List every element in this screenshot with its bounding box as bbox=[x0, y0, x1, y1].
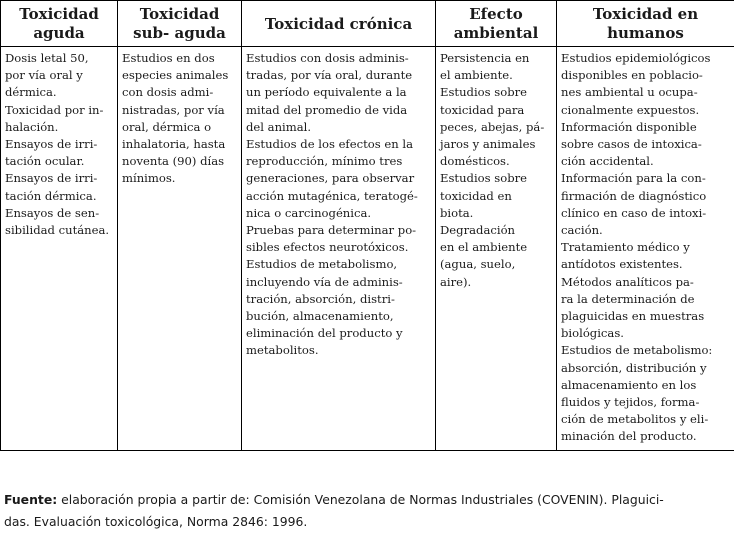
cell-line: Estudios epidemiológicos bbox=[561, 51, 711, 65]
body-row bbox=[1, 47, 734, 451]
cell-line: Persistencia en bbox=[440, 51, 530, 65]
cell-line: inhalatoria, hasta bbox=[122, 137, 226, 152]
cell-line: firmación de diagnóstico bbox=[561, 188, 707, 203]
header-row bbox=[1, 1, 734, 47]
cell-line: Ensayos de irri- bbox=[5, 171, 98, 186]
cell-line: nistradas, por vía bbox=[122, 102, 225, 117]
header-line: humanos bbox=[607, 24, 684, 42]
cell-line: Dosis letal 50, bbox=[5, 51, 89, 65]
header-efecto-ambiental bbox=[436, 1, 557, 47]
cell-line: un período equivalente a la bbox=[246, 85, 407, 100]
cell-line: disponibles en poblacio- bbox=[561, 68, 703, 83]
header-line: Efecto bbox=[469, 5, 523, 23]
cell-toxicidad-cronica bbox=[242, 47, 436, 451]
cell-line: nica o carcinogénica. bbox=[246, 205, 372, 220]
cell-line: (agua, suelo, bbox=[440, 257, 516, 272]
cell-line: Degradación bbox=[440, 223, 516, 238]
cell-line: ción de metabolitos y eli- bbox=[561, 412, 709, 427]
cell-line: eliminación del producto y bbox=[246, 326, 403, 341]
cell-line: Información para la con- bbox=[561, 171, 706, 186]
cell-line: generaciones, para observar bbox=[246, 171, 415, 186]
source-line-2: das. Evaluación toxicológica, Norma 2846: 1996. bbox=[4, 514, 308, 529]
cell-line: biota. bbox=[440, 205, 474, 220]
cell-line: Ensayos de irri- bbox=[5, 137, 98, 152]
cell-line: dérmica. bbox=[5, 85, 57, 100]
cell-line: en el ambiente bbox=[440, 240, 528, 255]
cell-line: incluyendo vía de adminis- bbox=[246, 274, 403, 289]
cell-line: Estudios de los efectos en la bbox=[246, 137, 413, 152]
cell-line: Información disponible bbox=[561, 119, 697, 134]
cell-line: mitad del promedio de vida bbox=[246, 102, 408, 117]
header-toxicidad-cronica bbox=[242, 1, 436, 47]
cell-line: Estudios con dosis adminis- bbox=[246, 51, 409, 65]
header-line: Toxicidad sub- bbox=[133, 5, 220, 42]
source-line-1 bbox=[4, 489, 730, 511]
cell-toxicidad-aguda bbox=[1, 47, 118, 451]
header-line: Toxicidad bbox=[19, 5, 99, 23]
cell-line: almacenamiento en los bbox=[561, 377, 697, 392]
header-toxicidad-subaguda bbox=[118, 1, 242, 47]
cell-line: sobre casos de intoxica- bbox=[561, 137, 702, 152]
header-line: ambiental bbox=[453, 24, 539, 42]
cell-line: del animal. bbox=[246, 119, 312, 134]
cell-line: Tratamiento médico y bbox=[561, 240, 690, 255]
cell-line: cionalmente expuestos. bbox=[561, 102, 700, 117]
cell-line: antídotos existentes. bbox=[561, 257, 683, 272]
cell-line: especies animales bbox=[122, 68, 229, 83]
cell-toxicidad-humanos bbox=[557, 47, 734, 451]
cell-line: con dosis admi- bbox=[122, 85, 214, 100]
cell-line: el ambiente. bbox=[440, 68, 513, 83]
cell-line: jaros y animales bbox=[440, 137, 536, 152]
cell-toxicidad-subaguda bbox=[118, 47, 242, 451]
cell-efecto-ambiental bbox=[436, 47, 557, 451]
header-line: Toxicidad en bbox=[592, 5, 699, 23]
cell-line: sibilidad cutánea. bbox=[5, 223, 110, 238]
cell-line: Estudios de metabolismo: bbox=[561, 343, 713, 358]
header-line: aguda bbox=[33, 24, 85, 42]
cell-line: Estudios sobre bbox=[440, 171, 528, 186]
header-line: aguda bbox=[174, 24, 226, 42]
cell-line: domésticos. bbox=[440, 154, 510, 169]
cell-line: fluidos y tejidos, forma- bbox=[561, 395, 700, 410]
cell-line: sibles efectos neurotóxicos. bbox=[246, 240, 409, 255]
cell-line: toxicidad para bbox=[440, 102, 525, 117]
cell-line: toxicidad en bbox=[440, 188, 512, 203]
cell-line: tración, absorción, distri- bbox=[246, 291, 395, 306]
cell-line: Métodos analíticos pa- bbox=[561, 274, 694, 289]
cell-line: Toxicidad por in- bbox=[5, 102, 104, 117]
cell-line: Estudios sobre bbox=[440, 85, 528, 100]
cell-line: nes ambiental u ocupa- bbox=[561, 85, 698, 100]
cell-line: cación. bbox=[561, 223, 603, 238]
cell-line: ra la determinación de bbox=[561, 291, 695, 306]
header-toxicidad-humanos bbox=[557, 1, 734, 47]
cell-line: por vía oral y bbox=[5, 68, 83, 83]
cell-line: Estudios en dos bbox=[122, 51, 215, 65]
cell-line: reproducción, mínimo tres bbox=[246, 154, 403, 169]
cell-line: clínico en caso de intoxi- bbox=[561, 205, 707, 220]
source-note bbox=[4, 489, 730, 533]
cell-line: ción accidental. bbox=[561, 154, 654, 169]
cell-line: acción mutagénica, teratogé- bbox=[246, 188, 418, 203]
cell-line: Pruebas para determinar po- bbox=[246, 223, 417, 238]
cell-line: biológicas. bbox=[561, 326, 624, 341]
cell-line: bución, almacenamiento, bbox=[246, 309, 394, 324]
cell-line: mínimos. bbox=[122, 171, 176, 186]
cell-line: plaguicidas en muestras bbox=[561, 309, 705, 324]
header-toxicidad-aguda bbox=[1, 1, 118, 47]
cell-line: tradas, por vía oral, durante bbox=[246, 68, 413, 83]
cell-line: tación ocular. bbox=[5, 154, 85, 169]
source-label: Fuente: bbox=[4, 492, 58, 507]
cell-line: tación dérmica. bbox=[5, 188, 97, 203]
cell-line: noventa (90) días bbox=[122, 154, 225, 169]
cell-line: Ensayos de sen- bbox=[5, 205, 100, 220]
header-line: Toxicidad crónica bbox=[264, 14, 413, 33]
cell-line: oral, dérmica o bbox=[122, 119, 212, 134]
cell-line: aire). bbox=[440, 274, 472, 289]
cell-line: peces, abejas, pá- bbox=[440, 119, 545, 134]
cell-line: minación del producto. bbox=[561, 429, 697, 444]
cell-line: halación. bbox=[5, 119, 59, 134]
source-text-1: elaboración propia a partir de: Comisión Venezolana de Normas Industriales (COVENIN). Plaguici- bbox=[57, 492, 664, 507]
cell-line: Estudios de metabolismo, bbox=[246, 257, 398, 272]
cell-line: metabolitos. bbox=[246, 343, 319, 358]
cell-line: absorción, distribución y bbox=[561, 360, 707, 375]
